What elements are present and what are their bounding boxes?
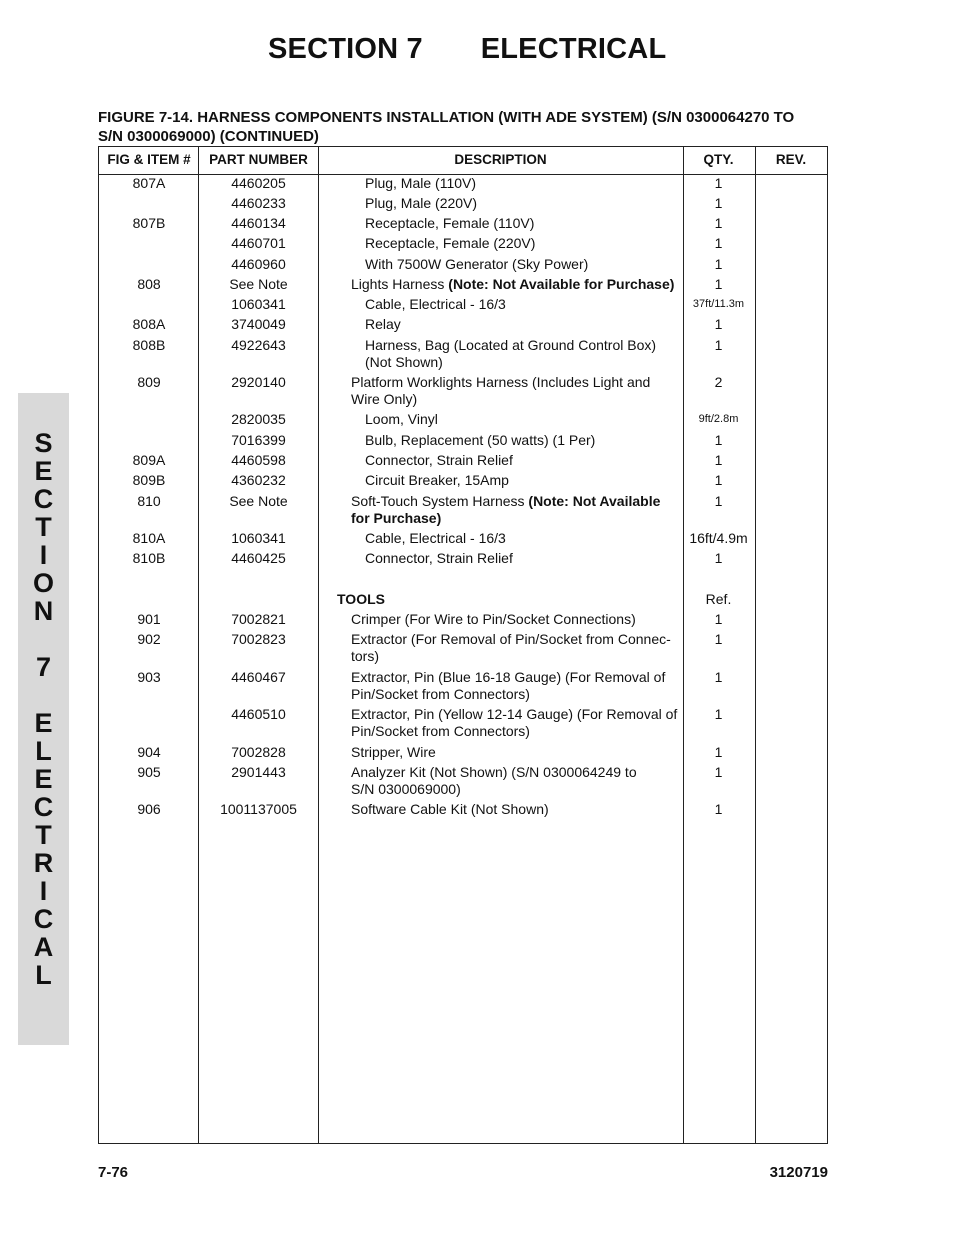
qty-cell: 1 [714, 195, 723, 211]
description-text: Circuit Breaker, 15Amp [365, 472, 509, 488]
description-line [351, 744, 682, 761]
qty-cell: 1 [714, 550, 723, 566]
side-tab-letter: C [33, 904, 54, 934]
column-header-qty: QTY. [703, 152, 734, 167]
description-line: Pin/Socket from Connectors) [351, 686, 530, 702]
description-line [365, 256, 682, 273]
side-tab-letter: C [33, 484, 54, 514]
description-text: Extractor, Pin (Yellow 12-14 Gauge) (For Removal of [351, 706, 678, 722]
fig-item-cell: 807A [132, 175, 166, 191]
fig-item-cell: 809 [137, 374, 161, 390]
description-cell [319, 374, 682, 408]
description-cell [319, 316, 682, 333]
description-line [365, 411, 682, 428]
part-number-cell: 4460134 [231, 215, 286, 231]
description-line [365, 432, 682, 449]
description-cell [319, 611, 682, 628]
side-tab-letter: I [39, 876, 48, 906]
document-number: 3120719 [769, 1164, 828, 1181]
description-cell [319, 669, 682, 703]
figure-title [98, 108, 838, 146]
description-text: Plug, Male (220V) [365, 195, 478, 211]
part-number-cell: See Note [229, 493, 288, 509]
description-text: Connector, Strain Relief [365, 550, 513, 566]
qty-cell: 1 [714, 764, 723, 780]
description-note: (Note: Not Available for Purchase) [448, 276, 675, 292]
part-number-cell: 4460467 [231, 669, 286, 685]
description-text: Platform Worklights Harness (Includes Light and [351, 374, 651, 390]
description-line [351, 801, 682, 818]
description-line [365, 235, 682, 252]
description-text: Plug, Male (110V) [365, 175, 477, 191]
description-text: Lights Harness [351, 276, 449, 292]
qty-cell: 1 [714, 235, 723, 251]
fig-item-cell: 808B [132, 337, 166, 353]
fig-item-cell: 902 [137, 631, 161, 647]
table-header-row [99, 147, 827, 175]
description-line [365, 316, 682, 333]
side-tab-letter: E [34, 456, 53, 486]
qty-cell: 1 [714, 706, 723, 722]
description-cell [319, 256, 682, 273]
side-tab-letter: A [33, 932, 54, 962]
description-text: Receptacle, Female (220V) [365, 235, 536, 251]
part-number-cell: 4460598 [231, 452, 286, 468]
description-text: Connector, Strain Relief [365, 452, 513, 468]
description-cell [319, 591, 682, 608]
qty-cell: 1 [714, 631, 723, 647]
fig-item-cell: 901 [137, 611, 161, 627]
fig-item-cell: 807B [132, 215, 166, 231]
description-line [351, 669, 682, 686]
side-tab-letter: E [34, 764, 53, 794]
fig-item-cell: 808 [137, 276, 161, 292]
part-number-cell: See Note [229, 276, 288, 292]
parts-table [98, 146, 828, 1144]
description-cell [319, 296, 682, 313]
description-line [351, 764, 682, 781]
side-tab-letter: R [33, 848, 54, 878]
description-line [365, 550, 682, 567]
description-line: for Purchase) [351, 510, 442, 526]
description-cell [319, 175, 682, 192]
description-text: Analyzer Kit (Not Shown) (S/N 0300064249 to [351, 764, 637, 780]
description-line [351, 706, 682, 723]
description-cell [319, 432, 682, 449]
description-line: Pin/Socket from Connectors) [351, 723, 530, 739]
part-number-cell: 4460510 [231, 706, 286, 722]
section-heading [268, 33, 666, 66]
part-number-cell: 7002828 [231, 744, 286, 760]
part-number-cell: 7002823 [231, 631, 286, 647]
qty-cell: 1 [714, 175, 723, 191]
description-line [351, 374, 682, 391]
fig-item-cell: 903 [137, 669, 161, 685]
description-text: Soft-Touch System Harness [351, 493, 529, 509]
part-number-cell: 1060341 [231, 296, 286, 312]
qty-cell: 1 [714, 432, 723, 448]
description-line [365, 175, 682, 192]
description-cell [319, 215, 682, 232]
part-number-cell: 2820035 [231, 411, 286, 427]
description-note: (Note: Not Available [528, 493, 661, 509]
description-text: Software Cable Kit (Not Shown) [351, 801, 549, 817]
fig-item-cell: 810 [137, 493, 161, 509]
description-cell [319, 764, 682, 798]
qty-cell: Ref. [705, 591, 732, 607]
side-tab-letter: T [35, 512, 52, 542]
section-side-tab [18, 393, 69, 1045]
column-header-part-number: PART NUMBER [209, 152, 308, 167]
description-cell [319, 550, 682, 567]
qty-cell: 1 [714, 215, 723, 231]
part-number-cell: 4360232 [231, 472, 286, 488]
description-cell [319, 744, 682, 761]
figure-title-line-2: S/N 0300069000) (CONTINUED) [98, 128, 319, 145]
description-text: Extractor (For Removal of Pin/Socket from Connec- [351, 631, 671, 647]
qty-cell: 1 [714, 452, 723, 468]
qty-cell: 16ft/4.9m [689, 530, 748, 546]
description-line: (Not Shown) [365, 354, 443, 370]
side-tab-letter: E [34, 708, 53, 738]
section-label: SECTION 7 [268, 33, 423, 65]
side-tab-letter: C [33, 792, 54, 822]
part-number-cell: 4460701 [231, 235, 286, 251]
description-cell [319, 706, 682, 740]
qty-cell: 2 [714, 374, 723, 390]
description-cell [319, 337, 682, 371]
part-number-cell: 4460960 [231, 256, 286, 272]
description-line [351, 493, 682, 510]
description-cell [319, 631, 682, 665]
description-line [365, 195, 682, 212]
description-note: TOOLS [337, 591, 385, 607]
description-line [351, 631, 682, 648]
qty-cell: 1 [714, 493, 723, 509]
fig-item-cell: 809B [132, 472, 166, 488]
side-tab-letter: I [39, 540, 48, 570]
description-cell [319, 235, 682, 252]
side-tab-letter: T [35, 820, 52, 850]
description-text: Loom, Vinyl [365, 411, 438, 427]
description-text: Harness, Bag (Located at Ground Control Box) [365, 337, 657, 353]
qty-cell: 1 [714, 472, 723, 488]
description-cell [319, 801, 682, 818]
side-tab-letter: O [32, 568, 54, 598]
fig-item-cell: 810A [132, 530, 166, 546]
column-divider [755, 147, 756, 1143]
qty-cell: 1 [714, 256, 723, 272]
part-number-cell: 1060341 [231, 530, 286, 546]
fig-item-cell: 906 [137, 801, 161, 817]
part-number-cell: 4922643 [231, 337, 286, 353]
description-cell [319, 411, 682, 428]
figure-title-line-1: FIGURE 7-14. HARNESS COMPONENTS INSTALLATION (WITH ADE SYSTEM) (S/N 0300064270 TO [98, 109, 795, 126]
section-name: ELECTRICAL [480, 33, 667, 65]
fig-item-cell: 808A [132, 316, 166, 332]
description-line [365, 337, 682, 354]
qty-cell: 1 [714, 337, 723, 353]
description-cell [319, 276, 682, 293]
description-cell [319, 195, 682, 212]
description-text: Bulb, Replacement (50 watts) (1 Per) [365, 432, 596, 448]
part-number-cell: 7002821 [231, 611, 286, 627]
description-line: tors) [351, 648, 379, 664]
description-line: Wire Only) [351, 391, 418, 407]
side-tab-letter: L [35, 960, 52, 990]
fig-item-cell: 904 [137, 744, 161, 760]
part-number-cell: 3740049 [231, 316, 286, 332]
description-line [351, 276, 682, 293]
side-tab-letter: L [35, 736, 52, 766]
part-number-cell: 7016399 [231, 432, 286, 448]
part-number-cell: 1001137005 [220, 801, 297, 817]
description-cell [319, 530, 682, 547]
part-number-cell: 4460233 [231, 195, 286, 211]
side-tab-letter: N [33, 596, 54, 626]
side-tab-letter: 7 [35, 652, 52, 682]
description-line [365, 215, 682, 232]
description-cell [319, 452, 682, 469]
description-text: Relay [365, 316, 401, 332]
qty-cell: 9ft/2.8m [698, 413, 739, 425]
description-text: Cable, Electrical - 16/3 [365, 296, 506, 312]
column-header-description: DESCRIPTION [454, 152, 547, 167]
description-line [365, 530, 682, 547]
description-line: S/N 0300069000) [351, 781, 461, 797]
part-number-cell: 2920140 [231, 374, 286, 390]
page-number: 7-76 [98, 1164, 129, 1181]
description-text: Receptacle, Female (110V) [365, 215, 535, 231]
part-number-cell: 4460425 [231, 550, 286, 566]
description-line [365, 452, 682, 469]
fig-item-cell: 809A [132, 452, 166, 468]
part-number-cell: 4460205 [231, 175, 286, 191]
column-header-rev: REV. [775, 152, 807, 167]
qty-cell: 1 [714, 801, 723, 817]
qty-cell: 37ft/11.3m [692, 298, 745, 310]
description-text: Cable, Electrical - 16/3 [365, 530, 506, 546]
qty-cell: 1 [714, 316, 723, 332]
description-line [365, 296, 682, 313]
part-number-cell: 2901443 [231, 764, 286, 780]
description-text: With 7500W Generator (Sky Power) [365, 256, 589, 272]
description-line [365, 472, 682, 489]
description-text: Stripper, Wire [351, 744, 436, 760]
column-header-fig-item: FIG & ITEM # [107, 152, 191, 167]
qty-cell: 1 [714, 611, 723, 627]
description-line [351, 611, 682, 628]
qty-cell: 1 [714, 669, 723, 685]
fig-item-cell: 905 [137, 764, 161, 780]
description-text: Extractor, Pin (Blue 16-18 Gauge) (For Removal of [351, 669, 666, 685]
description-cell [319, 493, 682, 527]
description-text: Crimper (For Wire to Pin/Socket Connections) [351, 611, 636, 627]
description-cell [319, 472, 682, 489]
side-tab-letter: S [34, 428, 53, 458]
qty-cell: 1 [714, 744, 723, 760]
fig-item-cell: 810B [132, 550, 166, 566]
description-line [337, 591, 682, 608]
qty-cell: 1 [714, 276, 723, 292]
